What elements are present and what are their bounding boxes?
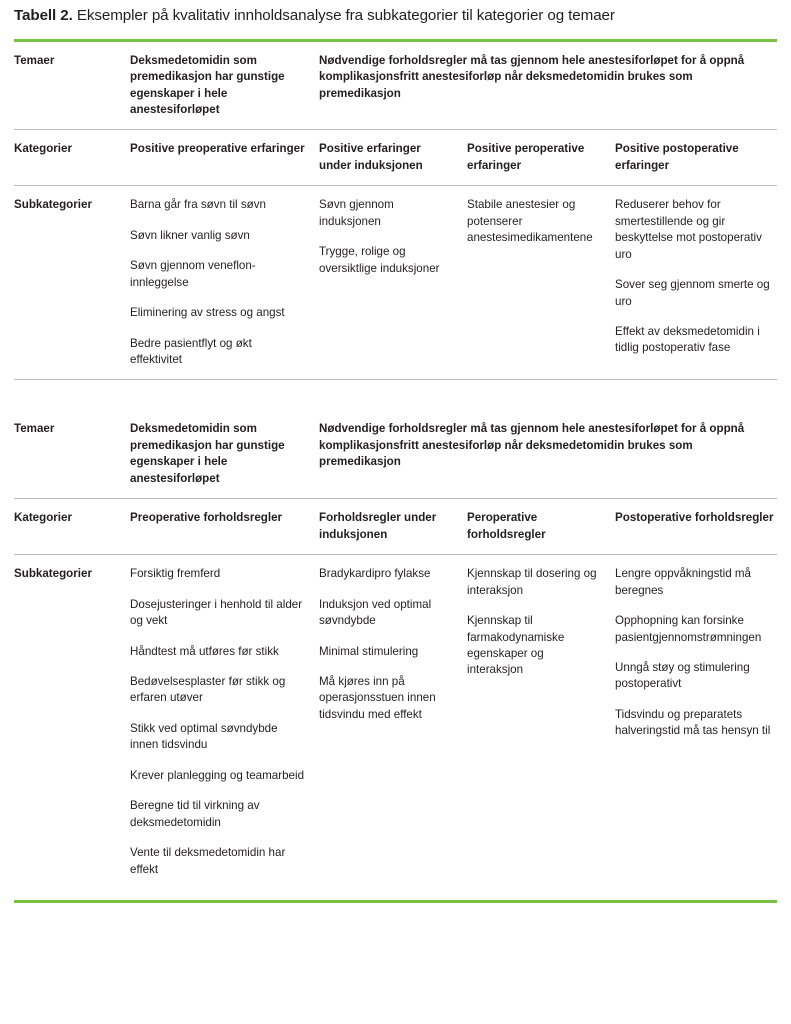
- subcategory-item: Tidsvindu og preparatets halveringstid må tas hensyn til: [615, 707, 771, 738]
- bottom-accent-rule: [14, 900, 777, 903]
- subcategory-item: Vente til deksmedetomidin har effekt: [130, 846, 286, 876]
- category-cell-3: Positive peroperative erfaringer: [467, 142, 585, 172]
- subcategory-item: Bedre pasientflyt og økt effektivitet: [130, 336, 252, 367]
- theme-one-cell: Deksmedetomidin som premedikasjon har gunstige egenskaper i hele anestesiforløpet: [130, 53, 285, 116]
- category-cell-1: Positive preoperative erfaringer: [130, 142, 305, 156]
- subcategory-list-1: [130, 555, 319, 889]
- subcategory-item: Reduserer behov for smertestillende og gir beskyttelse mot postoperativ uro: [615, 198, 762, 261]
- subcategory-list-3: [467, 186, 615, 379]
- caption-label: Tabell 2.: [14, 7, 73, 24]
- category-cell-3: Peroperative forholdsregler: [467, 511, 546, 541]
- row-label-subkategorier: Subkategorier: [14, 567, 92, 581]
- subcategory-item: Håndtest må utføres før stikk: [130, 644, 279, 658]
- subcategory-list-2: [319, 555, 467, 889]
- subcategory-item: Sover seg gjennom smerte og uro: [615, 278, 770, 308]
- subcategory-item: Bradykardipro fylakse: [319, 567, 431, 581]
- theme-one-cell: Deksmedetomidin som premedikasjon har gunstige egenskaper i hele anestesiforløpet: [130, 422, 285, 485]
- subcategory-item: Opphopning kan forsinke pasientgjennomstrømningen: [615, 614, 762, 644]
- category-cell-2: Forholdsregler under induksjonen: [319, 511, 437, 541]
- subcategory-item: Må kjøres inn på operasjonsstuen innen tidsvindu med effekt: [319, 675, 436, 721]
- subcategory-item: Unngå støy og stimulering postoperativt: [615, 661, 750, 691]
- table-two: [14, 410, 777, 889]
- subcategory-list-3: [467, 555, 615, 889]
- subcategory-item: Bedøvelsesplaster før stikk og erfaren utøver: [130, 675, 286, 705]
- category-cell-2: Positive erfaringer under induksjonen: [319, 142, 423, 172]
- subcategory-item: Krever planlegging og teamarbeid: [130, 768, 305, 782]
- table-row-kategorier: [14, 130, 777, 185]
- table-gap: [14, 380, 777, 410]
- subcategory-item: Stabile anestesier og potenserer anestesimedikamentene: [467, 198, 593, 245]
- table-row-subkategorier: [14, 555, 777, 889]
- table-row-temaer: [14, 410, 777, 498]
- subcategory-list-4: [615, 555, 777, 889]
- subcategory-item: Søvn likner vanlig søvn: [130, 228, 250, 242]
- table-row-temaer: [14, 42, 777, 130]
- theme-two-cell: Nødvendige forholdsregler må tas gjennom hele anestesiforløpet for å oppnå komplikasjonsfritt anestesiforløp når deksmedetomidin brukes som premedikasjon: [319, 53, 745, 100]
- category-cell-1: Preoperative forholdsregler: [130, 511, 283, 525]
- subcategory-item: Minimal stimulering: [319, 644, 419, 658]
- row-label-kategorier: Kategorier: [14, 511, 72, 525]
- subcategory-item: Kjennskap til dosering og interaksjon: [467, 567, 597, 597]
- subcategory-list-4: [615, 186, 777, 379]
- subcategory-item: Effekt av deksmedetomidin i tidlig postoperativ fase: [615, 325, 760, 355]
- theme-two-cell: Nødvendige forholdsregler må tas gjennom hele anestesiforløpet for å oppnå komplikasjonsfritt anestesiforløp når deksmedetomidin brukes som premedikasjon: [319, 422, 745, 469]
- caption-text: Eksempler på kvalitativ innholdsanalyse fra subkategorier til kategorier og temaer: [72, 7, 615, 24]
- subcategory-item: Forsiktig fremferd: [130, 567, 221, 581]
- subcategory-item: Kjennskap til farmakodynamiske egenskaper og interaksjon: [467, 614, 565, 677]
- category-cell-4: Positive postoperative erfaringer: [615, 142, 739, 172]
- subcategory-item: Trygge, rolige og oversiktlige induksjoner: [319, 245, 440, 275]
- table-row-subkategorier: [14, 186, 777, 379]
- category-cell-4: Postoperative forholdsregler: [615, 511, 774, 525]
- subcategory-item: Søvn gjennom veneflon-innleggelse: [130, 259, 256, 289]
- table-caption: [14, 0, 744, 27]
- subcategory-item: Dosejusteringer i henhold til alder og vekt: [130, 597, 303, 628]
- subcategory-item: Eliminering av stress og angst: [130, 306, 285, 320]
- subcategory-item: Induksjon ved optimal søvndybde: [319, 597, 432, 628]
- subcategory-item: Lengre oppvåkningstid må beregnes: [615, 567, 751, 597]
- subcategory-item: Barna går fra søvn til søvn: [130, 198, 266, 212]
- subcategory-item: Beregne tid til virkning av deksmedetomidin: [130, 799, 260, 829]
- row-label-kategorier: Kategorier: [14, 142, 72, 156]
- table-row-kategorier: [14, 499, 777, 554]
- subcategory-list-2: [319, 186, 467, 379]
- row-label-temaer: Temaer: [14, 422, 55, 436]
- row-label-temaer: Temaer: [14, 53, 55, 67]
- subcategory-item: Søvn gjennom induksjonen: [319, 198, 394, 228]
- subcategory-item: Stikk ved optimal søvndybde innen tidsvindu: [130, 721, 278, 752]
- row-label-subkategorier: Subkategorier: [14, 198, 92, 212]
- subcategory-list-1: [130, 186, 319, 379]
- table-one: [14, 42, 777, 380]
